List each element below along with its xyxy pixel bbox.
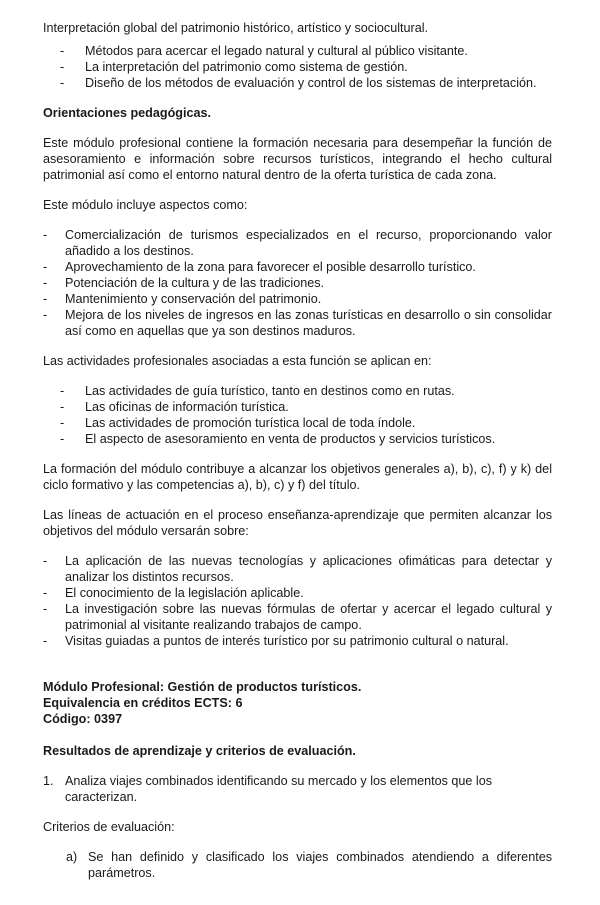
list-item: - Métodos para acercar el legado natural y cultural al público visitante. xyxy=(60,44,468,58)
list-item: - La aplicación de las nuevas tecnologías y aplicaciones ofimáticas para detectar y analizar los distintos recursos. xyxy=(43,554,552,584)
paragraph: Este módulo incluye aspectos como: xyxy=(43,198,248,212)
activities-list xyxy=(43,383,552,447)
section-heading: Orientaciones pedagógicas. xyxy=(43,106,211,120)
criteria-label: Criterios de evaluación: xyxy=(43,820,175,834)
list-item: - Potenciación de la cultura y de las tradiciones. xyxy=(43,276,325,290)
module-title: Módulo Profesional: Gestión de productos turísticos. xyxy=(43,680,362,694)
list-item: - Diseño de los métodos de evaluación y control de los sistemas de interpretación. xyxy=(60,76,537,90)
list-item: - Las actividades de guía turístico, tanto en destinos como en rutas. xyxy=(60,384,455,398)
list-item: a) Se han definido y clasificado los viajes combinados atendiendo a diferentes parámetros. xyxy=(66,850,552,880)
intro-line: Interpretación global del patrimonio histórico, artístico y sociocultural. xyxy=(43,21,428,35)
list-item: - Aprovechamiento de la zona para favorecer el posible desarrollo turístico. xyxy=(43,260,476,274)
ects-credits: Equivalencia en créditos ECTS: 6 xyxy=(43,696,243,710)
aspects-list xyxy=(43,227,552,339)
list-item: - Mantenimiento y conservación del patrimonio. xyxy=(43,292,322,306)
module-code: Código: 0397 xyxy=(43,712,123,726)
list-item: - Las actividades de promoción turística local de toda índole. xyxy=(60,416,416,430)
list-item: - Visitas guiadas a puntos de interés turístico por su patrimonio cultural o natural. xyxy=(43,634,509,648)
document-page xyxy=(43,20,552,881)
criteria-list xyxy=(43,849,552,881)
action-lines-list xyxy=(43,553,552,649)
paragraph: Este módulo profesional contiene la formación necesaria para desempeñar la función de asesoramiento e información sobre recursos turísticos, integrando el hecho cultural patrimonial así como el entorno natural dentro de la oferta turística de cada zona. xyxy=(43,136,552,182)
list-item: - Comercialización de turismos especializados en el recurso, proporcionando valor añadido a los destinos. xyxy=(43,228,552,258)
interpretation-methods-list xyxy=(43,43,552,91)
list-item: - Las oficinas de información turística. xyxy=(60,400,289,414)
list-item: 1. Analiza viajes combinados identificando su mercado y los elementos que los caracterizan. xyxy=(43,774,493,804)
paragraph: Las líneas de actuación en el proceso enseñanza-aprendizaje que permiten alcanzar los objetivos del módulo versarán sobre: xyxy=(43,508,552,538)
section-heading: Resultados de aprendizaje y criterios de evaluación. xyxy=(43,744,356,758)
learning-results-list xyxy=(43,773,552,805)
list-item: - El aspecto de asesoramiento en venta de productos y servicios turísticos. xyxy=(60,432,496,446)
list-item: - Mejora de los niveles de ingresos en las zonas turísticas en desarrollo o sin consolidar así como en aquellas que ya son destinos maduros. xyxy=(43,308,552,338)
paragraph: Las actividades profesionales asociadas a esta función se aplican en: xyxy=(43,354,432,368)
list-item: - La investigación sobre las nuevas fórmulas de ofertar y acercar el legado cultural y patrimonial al visitante realizando trabajos de campo. xyxy=(43,602,552,632)
list-item: - El conocimiento de la legislación aplicable. xyxy=(43,586,304,600)
list-item: - La interpretación del patrimonio como sistema de gestión. xyxy=(60,60,408,74)
paragraph: La formación del módulo contribuye a alcanzar los objetivos generales a), b), c), f) y k) del ciclo formativo y las competencias a), b), c) y f) del título. xyxy=(43,462,552,492)
